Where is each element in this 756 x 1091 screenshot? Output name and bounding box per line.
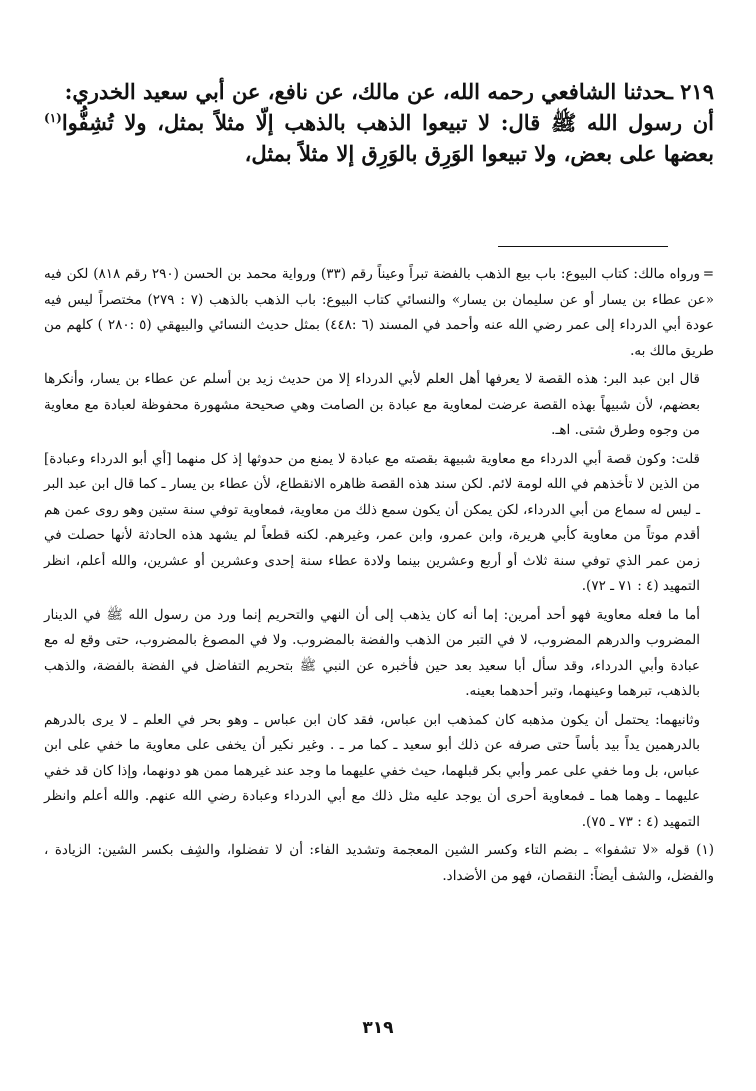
continuation-marker: = xyxy=(702,266,714,282)
note-text: قال ابن عبد البر: هذه القصة لا يعرفها أهل العلم لأبي الدرداء إلا من حديث زيد بن أسلم عن عطاء بن يسار، وأنكرها بعضهم، لأن شبيهاً بهذه القصة عرضت لمعاوية مع عبادة بن الصامت وهي صحيحة مشهورة محفوظة لعبادة مع معاوية من وجوه وطرق شتى. اهـ. xyxy=(44,371,700,438)
footnote-1 xyxy=(44,838,714,889)
note-paragraph xyxy=(44,262,714,364)
hadith-matn-paragraph xyxy=(44,107,714,169)
hadith-number: ٢١٩ ـ xyxy=(666,79,714,104)
footnotes-section xyxy=(44,262,714,892)
note-paragraph xyxy=(44,708,714,836)
page-number: ٣١٩ xyxy=(362,1018,394,1038)
hadith-main-text xyxy=(44,76,714,169)
footnote-reference: (١) xyxy=(44,111,62,125)
note-paragraph xyxy=(44,603,714,705)
footnote-text: (١) قوله «لا تشفوا» ـ بضم التاء وكسر الشين المعجمة وتشديد الفاء: أن لا تفضلوا، والشِف بكسر الشين: الزيادة ، والفضل، والشف أيضاً: النقصان، فهو من الأضداد. xyxy=(44,842,714,884)
hadith-text-part1: أن رسول الله ﷺ قال: لا تبيعوا الذهب بالذهب إلّا مثلاً بمثل، ولا تُشِفُّوا xyxy=(61,110,714,135)
footnote-separator xyxy=(498,246,668,247)
note-paragraph xyxy=(44,447,714,600)
hadith-chain-paragraph xyxy=(44,76,714,107)
hadith-block xyxy=(44,76,714,169)
note-text: أما ما فعله معاوية فهو أحد أمرين: إما أنه كان يذهب إلى أن النهي والتحريم إنما ورد من رسول الله ﷺ في الدينار المضروب والدرهم المضروب، لا في التبر من الذهب والفضة بالمضروب. ولا في المصوغ بالمضروب، حتى وقع له مع عبادة وأبي الدرداء، وقد سأل أبا سعيد بعد حين فأخبره عن النبي ﷺ بتحريم التفاضل في الفضة بالفضة، والذهب بالذهب، تبرهما وعينهما، وتبر أحدهما بعينه. xyxy=(44,606,700,699)
hadith-chain: حدثنا الشافعي رحمه الله، عن مالك، عن نافع، عن أبي سعيد الخدري: xyxy=(64,79,667,104)
hadith-text-part2: بعضها على بعض، ولا تبيعوا الوَرِق بالوَرِق إلا مثلاً بمثل، xyxy=(244,141,714,166)
note-paragraph xyxy=(44,367,714,444)
note-text: وثانيهما: يحتمل أن يكون مذهبه كان كمذهب ابن عباس، فقد كان ابن عباس ـ وهو بحر في العلم ـ لا يرى بالدرهم بالدرهمين يداً بيد بأساً حتى صرفه عن ذلك أبو سعيد ـ كما مر ـ . وغير نكير أن يخفى على معاوية ما خفي على ابن عباس، بل وما خفي على عمر وأبي بكر قبلهما، حيث خفي عليهما ما وجد عند غيرهما ممن هو دونهما، وإذا كان قد خفي عليهما ـ وهما هما ـ فمعاوية أحرى أن يوجد عليه مثل ذلك مع أبي الدرداء وعبادة رضي الله عنهم. والله أعلم وانظر التمهيد (٤ : ٧٣ ـ ٧٥). xyxy=(44,711,700,830)
note-text: قلت: وكون قصة أبي الدرداء مع معاوية شبيهة بقصته مع عبادة لا يمنع من حدوثها إذ كل منهما [أي أبو الدرداء وعبادة] من الذين لا تأخذهم في الله لومة لائم. لكن سند هذه القصة ظاهره الانقطاع، لأن عطاء بن يسار ـ كما قال ابن عبد البر ـ ليس له سماع من أبي الدرداء، لكن يمكن أن يكون سمع ذلك من معاوية، فمعاوية توفي سنة ستين وهو روى عمن هم أقدم موتاً من معاوية كأبي هريرة، وابن عمرو، وابن عمر، وغيرهم. لكنه قطعاً لم يشهد هذه الحادثة لأنها حصلت في زمن عمر الذي توفي سنة ثلاث أو أربع وعشرين بينما ولادة عطاء سنة إحدى وعشرين أو عشرين، والله أعلم، انظر التمهيد (٤ : ٧١ ـ ٧٢). xyxy=(44,450,700,594)
note-text: ورواه مالك: كتاب البيوع: باب بيع الذهب بالفضة تبراً وعيناً رقم (٣٣) ورواية محمد بن الحسن (٢٩٠ رقم ٨١٨) لكن فيه «عن عطاء بن يسار أو عن سليمان بن يسار» والنسائي كتاب البيوع: باب الذهب بالذهب (٧ : ٢٧٩) مختصراً ليس فيه عودة أبي الدرداء إلى عمر رضي الله عنه وأحمد في المسند (٦ :٤٤٨) بمثل حديث النسائي والبيهقي (٥ :٢٨٠ ) كلهم من طريق مالك به. xyxy=(44,266,714,359)
